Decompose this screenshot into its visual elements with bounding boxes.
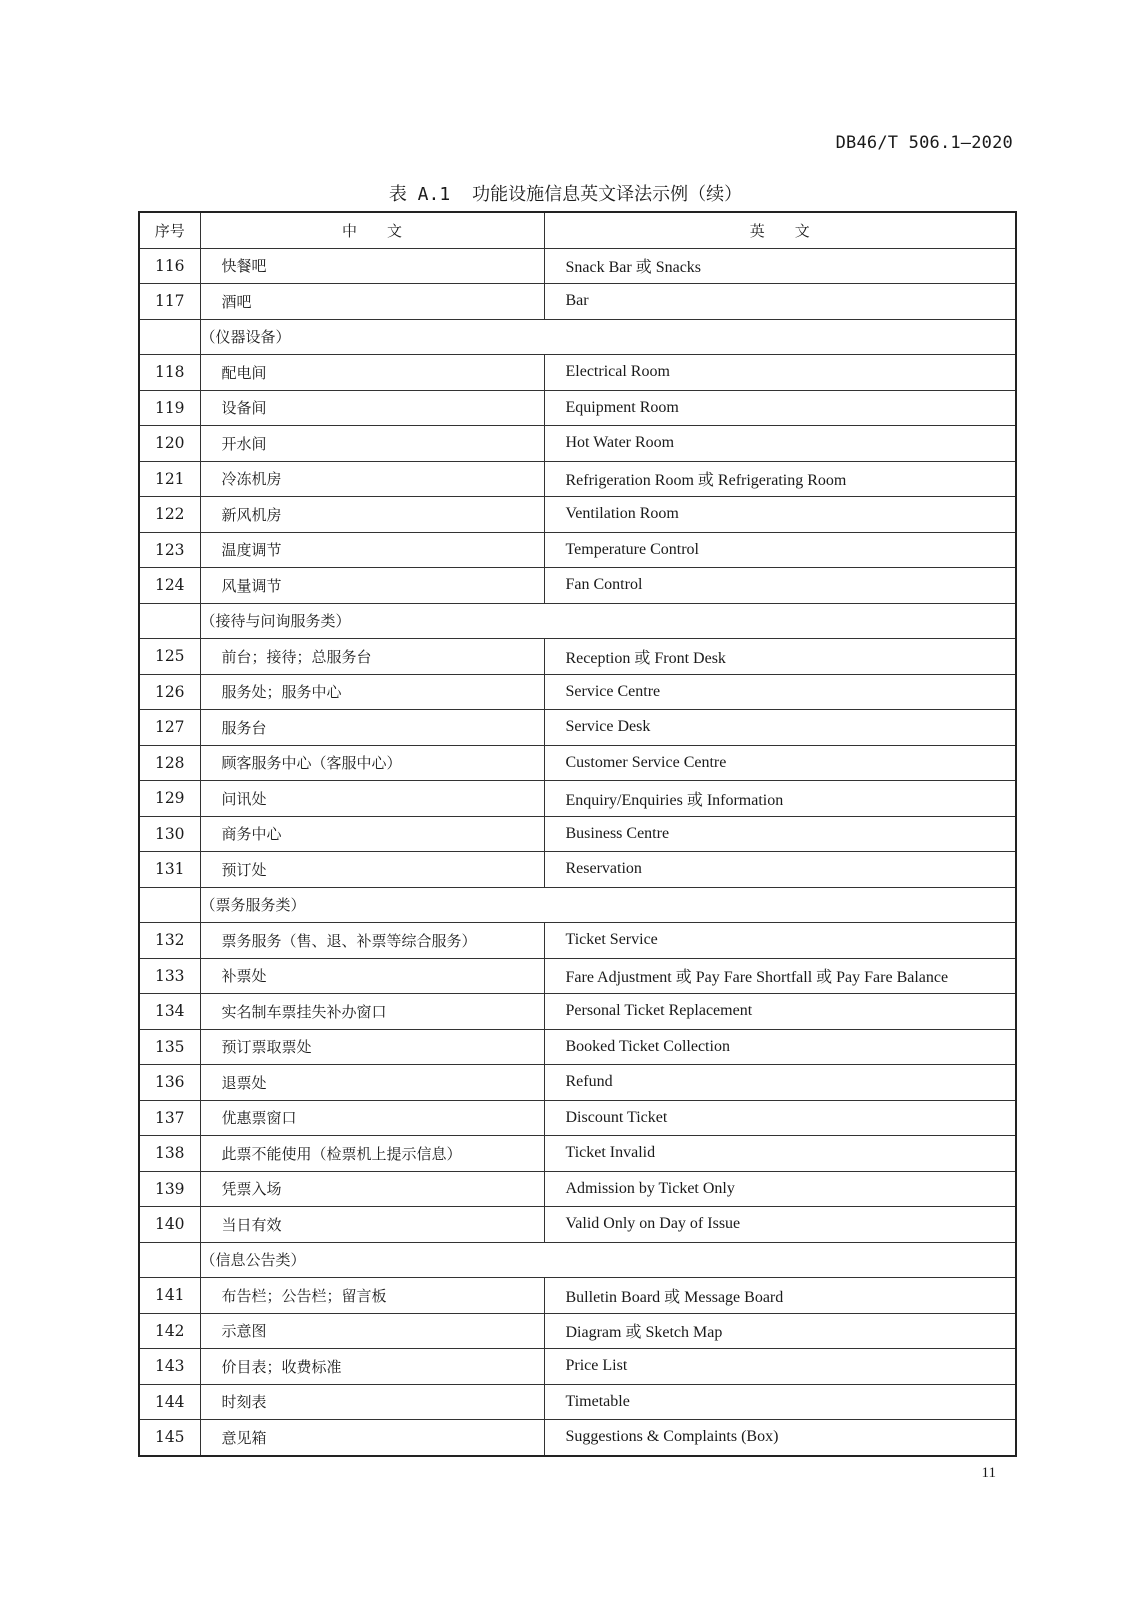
table-title-text: 功能设施信息英文译法示例（续） xyxy=(472,184,743,205)
category-row xyxy=(139,887,1016,923)
table-row xyxy=(139,1384,1016,1420)
row-chinese: 前台；接待；总服务台 xyxy=(200,639,544,675)
row-english: Snack Bar 或 Snacks xyxy=(544,248,1016,284)
row-english: Refrigeration Room 或 Refrigerating Room xyxy=(544,461,1016,497)
row-chinese: 配电间 xyxy=(200,355,544,391)
row-english: Enquiry/Enquiries 或 Information xyxy=(544,781,1016,817)
row-chinese: 当日有效 xyxy=(200,1207,544,1243)
table-row xyxy=(139,710,1016,746)
row-chinese: 问讯处 xyxy=(200,781,544,817)
row-english: Business Centre xyxy=(544,816,1016,852)
row-english: Personal Ticket Replacement xyxy=(544,994,1016,1030)
row-number: 134 xyxy=(139,994,200,1030)
row-number: 138 xyxy=(139,1136,200,1172)
row-number: 133 xyxy=(139,958,200,994)
row-english: Valid Only on Day of Issue xyxy=(544,1207,1016,1243)
row-english: Temperature Control xyxy=(544,532,1016,568)
row-chinese: 实名制车票挂失补办窗口 xyxy=(200,994,544,1030)
row-number: 143 xyxy=(139,1349,200,1385)
table-row xyxy=(139,958,1016,994)
row-chinese: 示意图 xyxy=(200,1313,544,1349)
row-chinese: 冷冻机房 xyxy=(200,461,544,497)
table-row xyxy=(139,1207,1016,1243)
row-english: Fare Adjustment 或 Pay Fare Shortfall 或 Pay Fare Balance xyxy=(544,958,1016,994)
category-label: （信息公告类） xyxy=(200,1242,1016,1278)
row-number: 131 xyxy=(139,852,200,888)
page-number: 11 xyxy=(981,1465,996,1481)
translation-table xyxy=(138,211,1017,1457)
table-row xyxy=(139,994,1016,1030)
row-chinese: 价目表；收费标准 xyxy=(200,1349,544,1385)
table-row xyxy=(139,674,1016,710)
row-english: Bulletin Board 或 Message Board xyxy=(544,1278,1016,1314)
row-english: Diagram 或 Sketch Map xyxy=(544,1313,1016,1349)
row-number: 121 xyxy=(139,461,200,497)
table-row xyxy=(139,781,1016,817)
row-english: Fan Control xyxy=(544,568,1016,604)
table-row xyxy=(139,532,1016,568)
row-english: Refund xyxy=(544,1065,1016,1101)
table-body xyxy=(139,248,1016,1456)
row-chinese: 顾客服务中心（客服中心） xyxy=(200,745,544,781)
row-english: Service Centre xyxy=(544,674,1016,710)
standard-code: DB46/T 506.1—2020 xyxy=(835,133,1013,153)
category-num-cell xyxy=(139,319,200,355)
row-english: Reception 或 Front Desk xyxy=(544,639,1016,675)
row-chinese: 此票不能使用（检票机上提示信息） xyxy=(200,1136,544,1172)
category-num-cell xyxy=(139,1242,200,1278)
header-english: 英文 xyxy=(544,212,1016,248)
row-chinese: 新风机房 xyxy=(200,497,544,533)
category-label: （仪器设备） xyxy=(200,319,1016,355)
row-chinese: 商务中心 xyxy=(200,816,544,852)
row-number: 126 xyxy=(139,674,200,710)
row-english: Admission by Ticket Only xyxy=(544,1171,1016,1207)
row-number: 129 xyxy=(139,781,200,817)
row-number: 117 xyxy=(139,284,200,320)
table-row xyxy=(139,355,1016,391)
row-english: Electrical Room xyxy=(544,355,1016,391)
table-row xyxy=(139,1029,1016,1065)
row-chinese: 预订票取票处 xyxy=(200,1029,544,1065)
row-chinese: 服务台 xyxy=(200,710,544,746)
table-row xyxy=(139,923,1016,959)
row-number: 130 xyxy=(139,816,200,852)
row-english: Suggestions & Complaints (Box) xyxy=(544,1420,1016,1456)
row-chinese: 票务服务（售、退、补票等综合服务） xyxy=(200,923,544,959)
row-chinese: 酒吧 xyxy=(200,284,544,320)
table-row xyxy=(139,1278,1016,1314)
table-header-row xyxy=(139,212,1016,248)
table-row xyxy=(139,497,1016,533)
table-row xyxy=(139,568,1016,604)
row-number: 119 xyxy=(139,390,200,426)
row-english: Reservation xyxy=(544,852,1016,888)
table-row xyxy=(139,1100,1016,1136)
row-number: 139 xyxy=(139,1171,200,1207)
row-number: 141 xyxy=(139,1278,200,1314)
row-english: Ticket Service xyxy=(544,923,1016,959)
row-english: Discount Ticket xyxy=(544,1100,1016,1136)
row-chinese: 时刻表 xyxy=(200,1384,544,1420)
table-row xyxy=(139,1420,1016,1456)
row-number: 122 xyxy=(139,497,200,533)
row-chinese: 补票处 xyxy=(200,958,544,994)
row-english: Ventilation Room xyxy=(544,497,1016,533)
category-label: （票务服务类） xyxy=(200,887,1016,923)
row-chinese: 意见箱 xyxy=(200,1420,544,1456)
row-chinese: 预订处 xyxy=(200,852,544,888)
row-number: 116 xyxy=(139,248,200,284)
row-english: Ticket Invalid xyxy=(544,1136,1016,1172)
row-number: 142 xyxy=(139,1313,200,1349)
row-english: Customer Service Centre xyxy=(544,745,1016,781)
row-chinese: 优惠票窗口 xyxy=(200,1100,544,1136)
row-number: 144 xyxy=(139,1384,200,1420)
category-label: （接待与问询服务类） xyxy=(200,603,1016,639)
row-english: Hot Water Room xyxy=(544,426,1016,462)
table-row xyxy=(139,852,1016,888)
row-number: 136 xyxy=(139,1065,200,1101)
row-number: 135 xyxy=(139,1029,200,1065)
table-title xyxy=(0,180,1131,206)
table-row xyxy=(139,1171,1016,1207)
table-row xyxy=(139,248,1016,284)
table-row xyxy=(139,461,1016,497)
category-row xyxy=(139,603,1016,639)
row-english: Booked Ticket Collection xyxy=(544,1029,1016,1065)
row-chinese: 服务处；服务中心 xyxy=(200,674,544,710)
row-english: Timetable xyxy=(544,1384,1016,1420)
row-english: Price List xyxy=(544,1349,1016,1385)
row-chinese: 风量调节 xyxy=(200,568,544,604)
table-row xyxy=(139,390,1016,426)
header-num: 序号 xyxy=(139,212,200,248)
row-number: 125 xyxy=(139,639,200,675)
row-chinese: 布告栏；公告栏；留言板 xyxy=(200,1278,544,1314)
row-number: 137 xyxy=(139,1100,200,1136)
category-num-cell xyxy=(139,603,200,639)
table-row xyxy=(139,816,1016,852)
row-number: 127 xyxy=(139,710,200,746)
table-row xyxy=(139,745,1016,781)
row-number: 140 xyxy=(139,1207,200,1243)
table-row xyxy=(139,284,1016,320)
row-chinese: 开水间 xyxy=(200,426,544,462)
row-english: Bar xyxy=(544,284,1016,320)
table-row xyxy=(139,1349,1016,1385)
row-number: 145 xyxy=(139,1420,200,1456)
row-chinese: 温度调节 xyxy=(200,532,544,568)
table-row xyxy=(139,639,1016,675)
category-num-cell xyxy=(139,887,200,923)
row-number: 120 xyxy=(139,426,200,462)
row-english: Service Desk xyxy=(544,710,1016,746)
row-number: 128 xyxy=(139,745,200,781)
header-chinese: 中文 xyxy=(200,212,544,248)
row-number: 118 xyxy=(139,355,200,391)
table-row xyxy=(139,1313,1016,1349)
table-title-number: 表 A.1 xyxy=(388,184,451,205)
row-chinese: 退票处 xyxy=(200,1065,544,1101)
row-number: 123 xyxy=(139,532,200,568)
table-row xyxy=(139,1136,1016,1172)
row-chinese: 设备间 xyxy=(200,390,544,426)
row-number: 132 xyxy=(139,923,200,959)
category-row xyxy=(139,1242,1016,1278)
row-number: 124 xyxy=(139,568,200,604)
row-chinese: 凭票入场 xyxy=(200,1171,544,1207)
row-chinese: 快餐吧 xyxy=(200,248,544,284)
row-english: Equipment Room xyxy=(544,390,1016,426)
table-row xyxy=(139,1065,1016,1101)
table-row xyxy=(139,426,1016,462)
category-row xyxy=(139,319,1016,355)
